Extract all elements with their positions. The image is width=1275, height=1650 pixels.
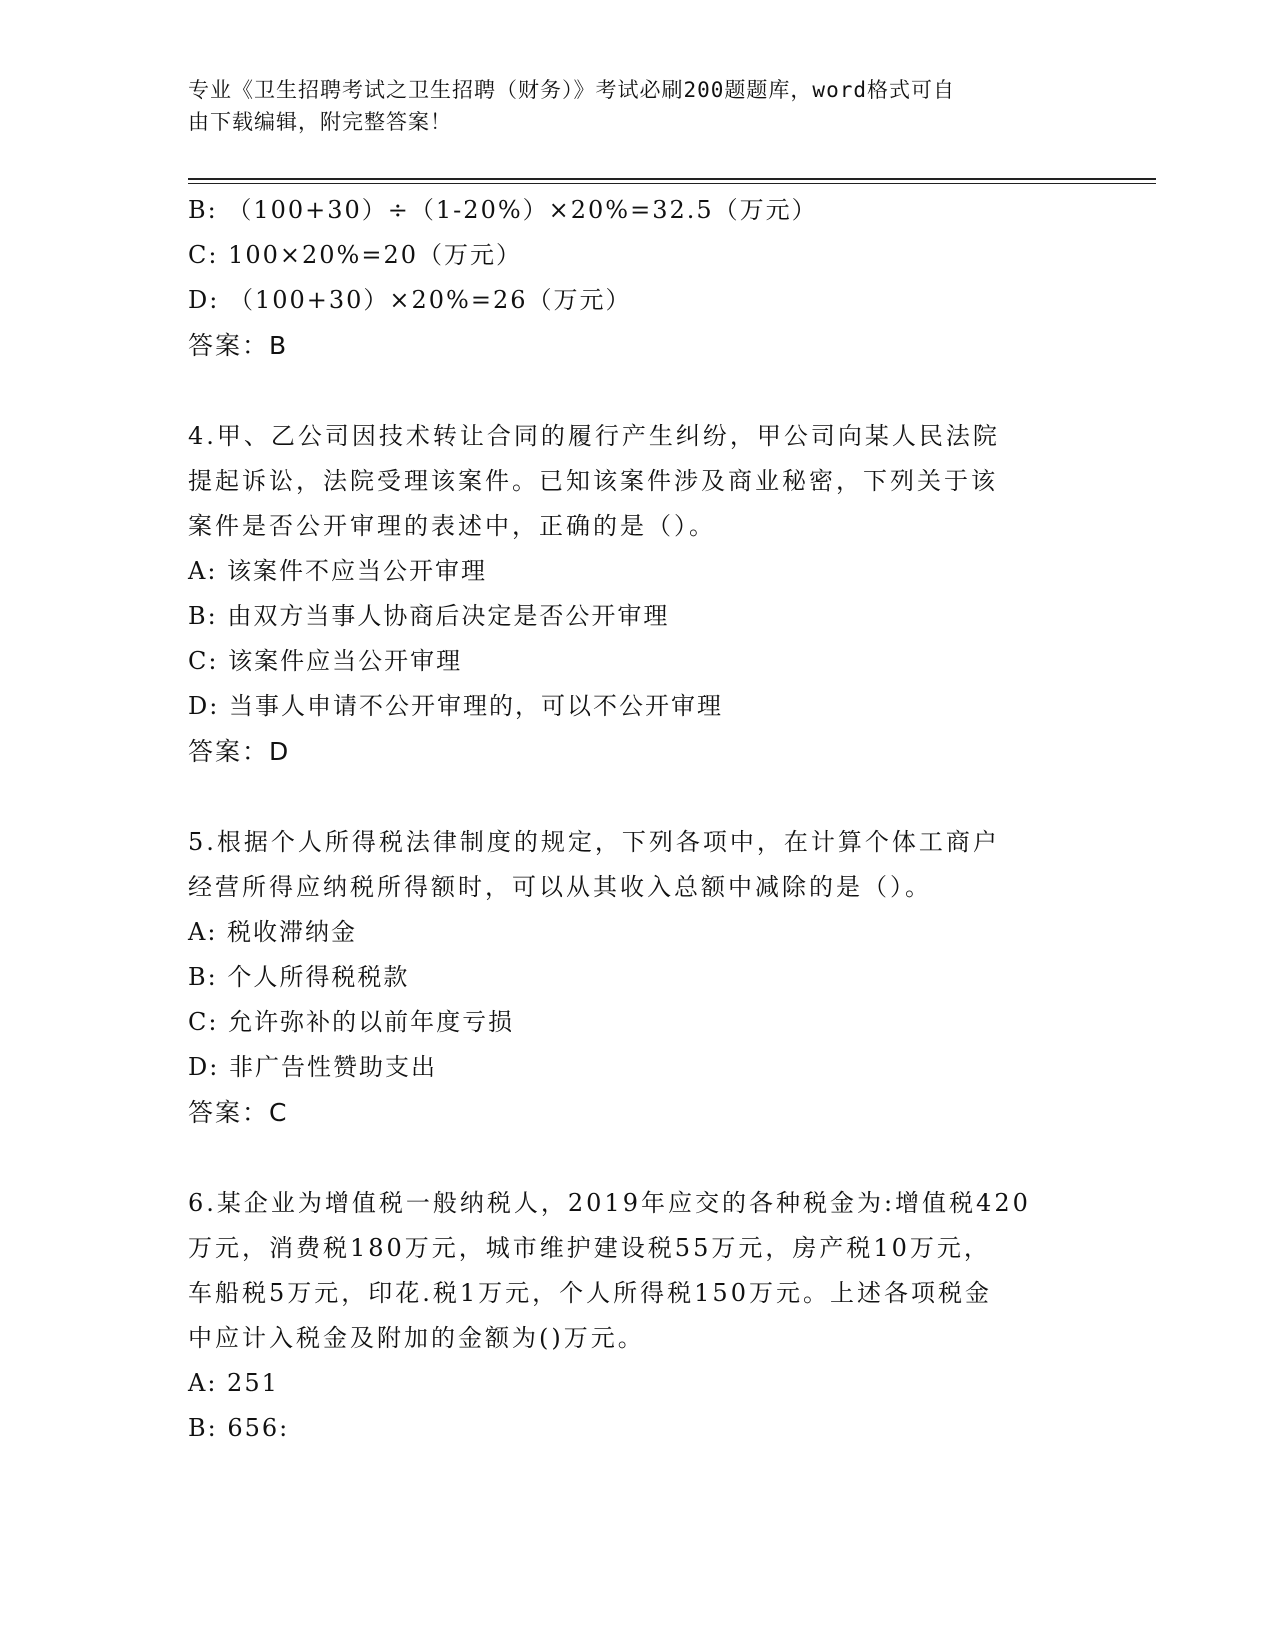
option-d: D: 当事人申请不公开审理的，可以不公开审理 (188, 692, 723, 720)
header-divider-thin (188, 183, 1156, 184)
question-stem-line: 6.某企业为增值税一般纳税人，2019年应交的各种税金为:增值税420 (188, 1189, 1031, 1217)
option-a: A: 该案件不应当公开审理 (188, 557, 488, 585)
option-d: D: （100+30）×20%=26（万元） (188, 286, 632, 314)
question-stem-line: 案件是否公开审理的表述中，正确的是（）。 (188, 512, 716, 540)
option-d: D: 非广告性赞助支出 (188, 1053, 437, 1081)
question-stem-line: 5.根据个人所得税法律制度的规定，下列各项中，在计算个体工商户 (188, 828, 1000, 856)
question-stem-line: 车船税5万元，印花.税1万元，个人所得税150万元。上述各项税金 (188, 1279, 992, 1307)
question-list (188, 188, 1088, 1451)
option-b: B: （100+30）÷（1-20%）×20%=32.5（万元） (188, 196, 818, 224)
answer: 答案：D (188, 737, 291, 766)
question-stem-line: 提起诉讼，法院受理该案件。已知该案件涉及商业秘密，下列关于该 (188, 467, 998, 495)
option-b: B: 由双方当事人协商后决定是否公开审理 (188, 602, 670, 630)
option-c: C: 允许弥补的以前年度亏损 (188, 1008, 515, 1036)
question-stem-line: 万元，消费税180万元，城市维护建设税55万元，房产税10万元， (188, 1234, 991, 1262)
question-3 (188, 188, 1088, 368)
header-line-2: 由下载编辑，附完整答案！ (188, 110, 452, 134)
option-b: B: 个人所得税税款 (188, 963, 410, 991)
question-stem-line: 中应计入税金及附加的金额为()万元。 (188, 1324, 645, 1352)
question-4 (188, 414, 1088, 774)
document-header (188, 74, 1088, 138)
option-b: B: 656: (188, 1414, 290, 1442)
question-5 (188, 820, 1088, 1135)
spacer (188, 774, 1088, 820)
answer: 答案：C (188, 1098, 289, 1127)
header-line-1: 专业《卫生招聘考试之卫生招聘（财务）》考试必刷200题题库，word格式可自 (188, 78, 955, 102)
answer: 答案：B (188, 331, 289, 360)
option-c: C: 该案件应当公开审理 (188, 647, 463, 675)
question-stem-line: 4.甲、乙公司因技术转让合同的履行产生纠纷，甲公司向某人民法院 (188, 422, 1000, 450)
option-c: C: 100×20%=20（万元） (188, 241, 522, 269)
spacer (188, 368, 1088, 414)
spacer (188, 1135, 1088, 1181)
question-6 (188, 1181, 1088, 1451)
option-a: A: 税收滞纳金 (188, 918, 358, 946)
option-a: A: 251 (188, 1369, 279, 1397)
header-divider-thick (188, 178, 1156, 180)
question-stem-line: 经营所得应纳税所得额时，可以从其收入总额中减除的是（）。 (188, 873, 932, 901)
